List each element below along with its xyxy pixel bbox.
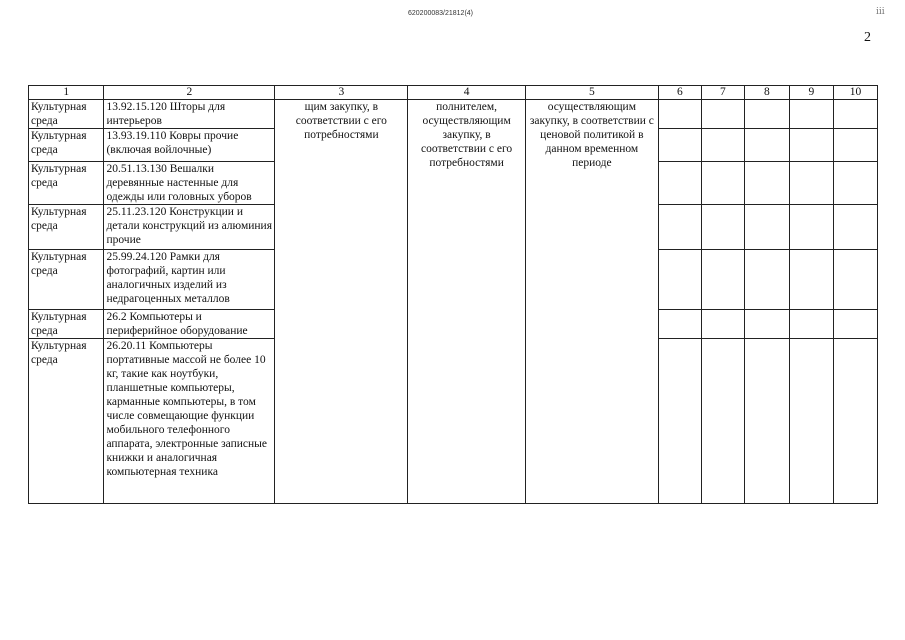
column-number: 4 xyxy=(408,86,525,100)
empty-cell xyxy=(701,339,744,504)
item-cell: 25.11.23.120 Конструкции и детали конструкций из алюминия прочие xyxy=(104,205,275,250)
empty-cell xyxy=(789,129,833,162)
page-number: 2 xyxy=(864,30,871,45)
empty-cell xyxy=(658,310,701,339)
empty-cell xyxy=(658,129,701,162)
procurement-table xyxy=(28,85,878,504)
sphere-cell: Культурная среда xyxy=(29,339,104,504)
empty-cell xyxy=(833,310,877,339)
sphere-cell: Культурная среда xyxy=(29,162,104,205)
sphere-cell: Культурная среда xyxy=(29,250,104,310)
criteria-cell-5: осуществляющим закупку, в соответствии с ценовой политикой в данном временном периоде xyxy=(525,100,658,504)
empty-cell xyxy=(658,100,701,129)
empty-cell xyxy=(789,100,833,129)
column-number: 10 xyxy=(833,86,877,100)
column-number: 5 xyxy=(525,86,658,100)
empty-cell xyxy=(833,339,877,504)
empty-cell xyxy=(789,205,833,250)
sphere-cell: Культурная среда xyxy=(29,205,104,250)
item-cell: 20.51.13.130 Вешалки деревянные настенные для одежды или головных уборов xyxy=(104,162,275,205)
table-row xyxy=(29,100,878,129)
item-cell: 25.99.24.120 Рамки для фотографий, картин или аналогичных изделий из недрагоценных металлов xyxy=(104,250,275,310)
empty-cell xyxy=(658,205,701,250)
column-number: 3 xyxy=(275,86,408,100)
column-number-row xyxy=(29,86,878,100)
empty-cell xyxy=(701,250,744,310)
column-number: 9 xyxy=(789,86,833,100)
criteria-cell-3: щим закупку, в соответствии с его потребностями xyxy=(275,100,408,504)
empty-cell xyxy=(744,250,789,310)
empty-cell xyxy=(744,205,789,250)
column-number: 2 xyxy=(104,86,275,100)
item-cell: 26.2 Компьютеры и периферийное оборудование xyxy=(104,310,275,339)
empty-cell xyxy=(789,162,833,205)
empty-cell xyxy=(744,310,789,339)
empty-cell xyxy=(701,129,744,162)
empty-cell xyxy=(744,162,789,205)
empty-cell xyxy=(833,100,877,129)
empty-cell xyxy=(658,339,701,504)
column-number: 6 xyxy=(658,86,701,100)
corner-mark: ⅲ xyxy=(876,6,885,16)
criteria-cell-4: полнителем, осуществляющим закупку, в соответствии с его потребностями xyxy=(408,100,525,504)
empty-cell xyxy=(789,339,833,504)
empty-cell xyxy=(789,250,833,310)
column-number: 7 xyxy=(701,86,744,100)
empty-cell xyxy=(701,162,744,205)
empty-cell xyxy=(658,162,701,205)
item-cell: 26.20.11 Компьютеры портативные массой не более 10 кг, такие как ноутбуки, планшетные компьютеры, карманные компьютеры, в том числе совмещающие функции мобильного телефонного аппарата, электронные записные книжки и аналогичная компьютерная техника xyxy=(104,339,275,504)
empty-cell xyxy=(744,339,789,504)
empty-cell xyxy=(701,205,744,250)
sphere-cell: Культурная среда xyxy=(29,129,104,162)
empty-cell xyxy=(701,310,744,339)
sphere-cell: Культурная среда xyxy=(29,100,104,129)
empty-cell xyxy=(833,250,877,310)
column-number: 1 xyxy=(29,86,104,100)
empty-cell xyxy=(744,129,789,162)
column-number: 8 xyxy=(744,86,789,100)
sphere-cell: Культурная среда xyxy=(29,310,104,339)
empty-cell xyxy=(833,162,877,205)
empty-cell xyxy=(701,100,744,129)
empty-cell xyxy=(744,100,789,129)
document-id: 620200083/21812(4) xyxy=(408,10,474,17)
empty-cell xyxy=(833,205,877,250)
item-cell: 13.92.15.120 Шторы для интерьеров xyxy=(104,100,275,129)
empty-cell xyxy=(789,310,833,339)
empty-cell xyxy=(658,250,701,310)
item-cell: 13.93.19.110 Ковры прочие (включая войлочные) xyxy=(104,129,275,162)
empty-cell xyxy=(833,129,877,162)
